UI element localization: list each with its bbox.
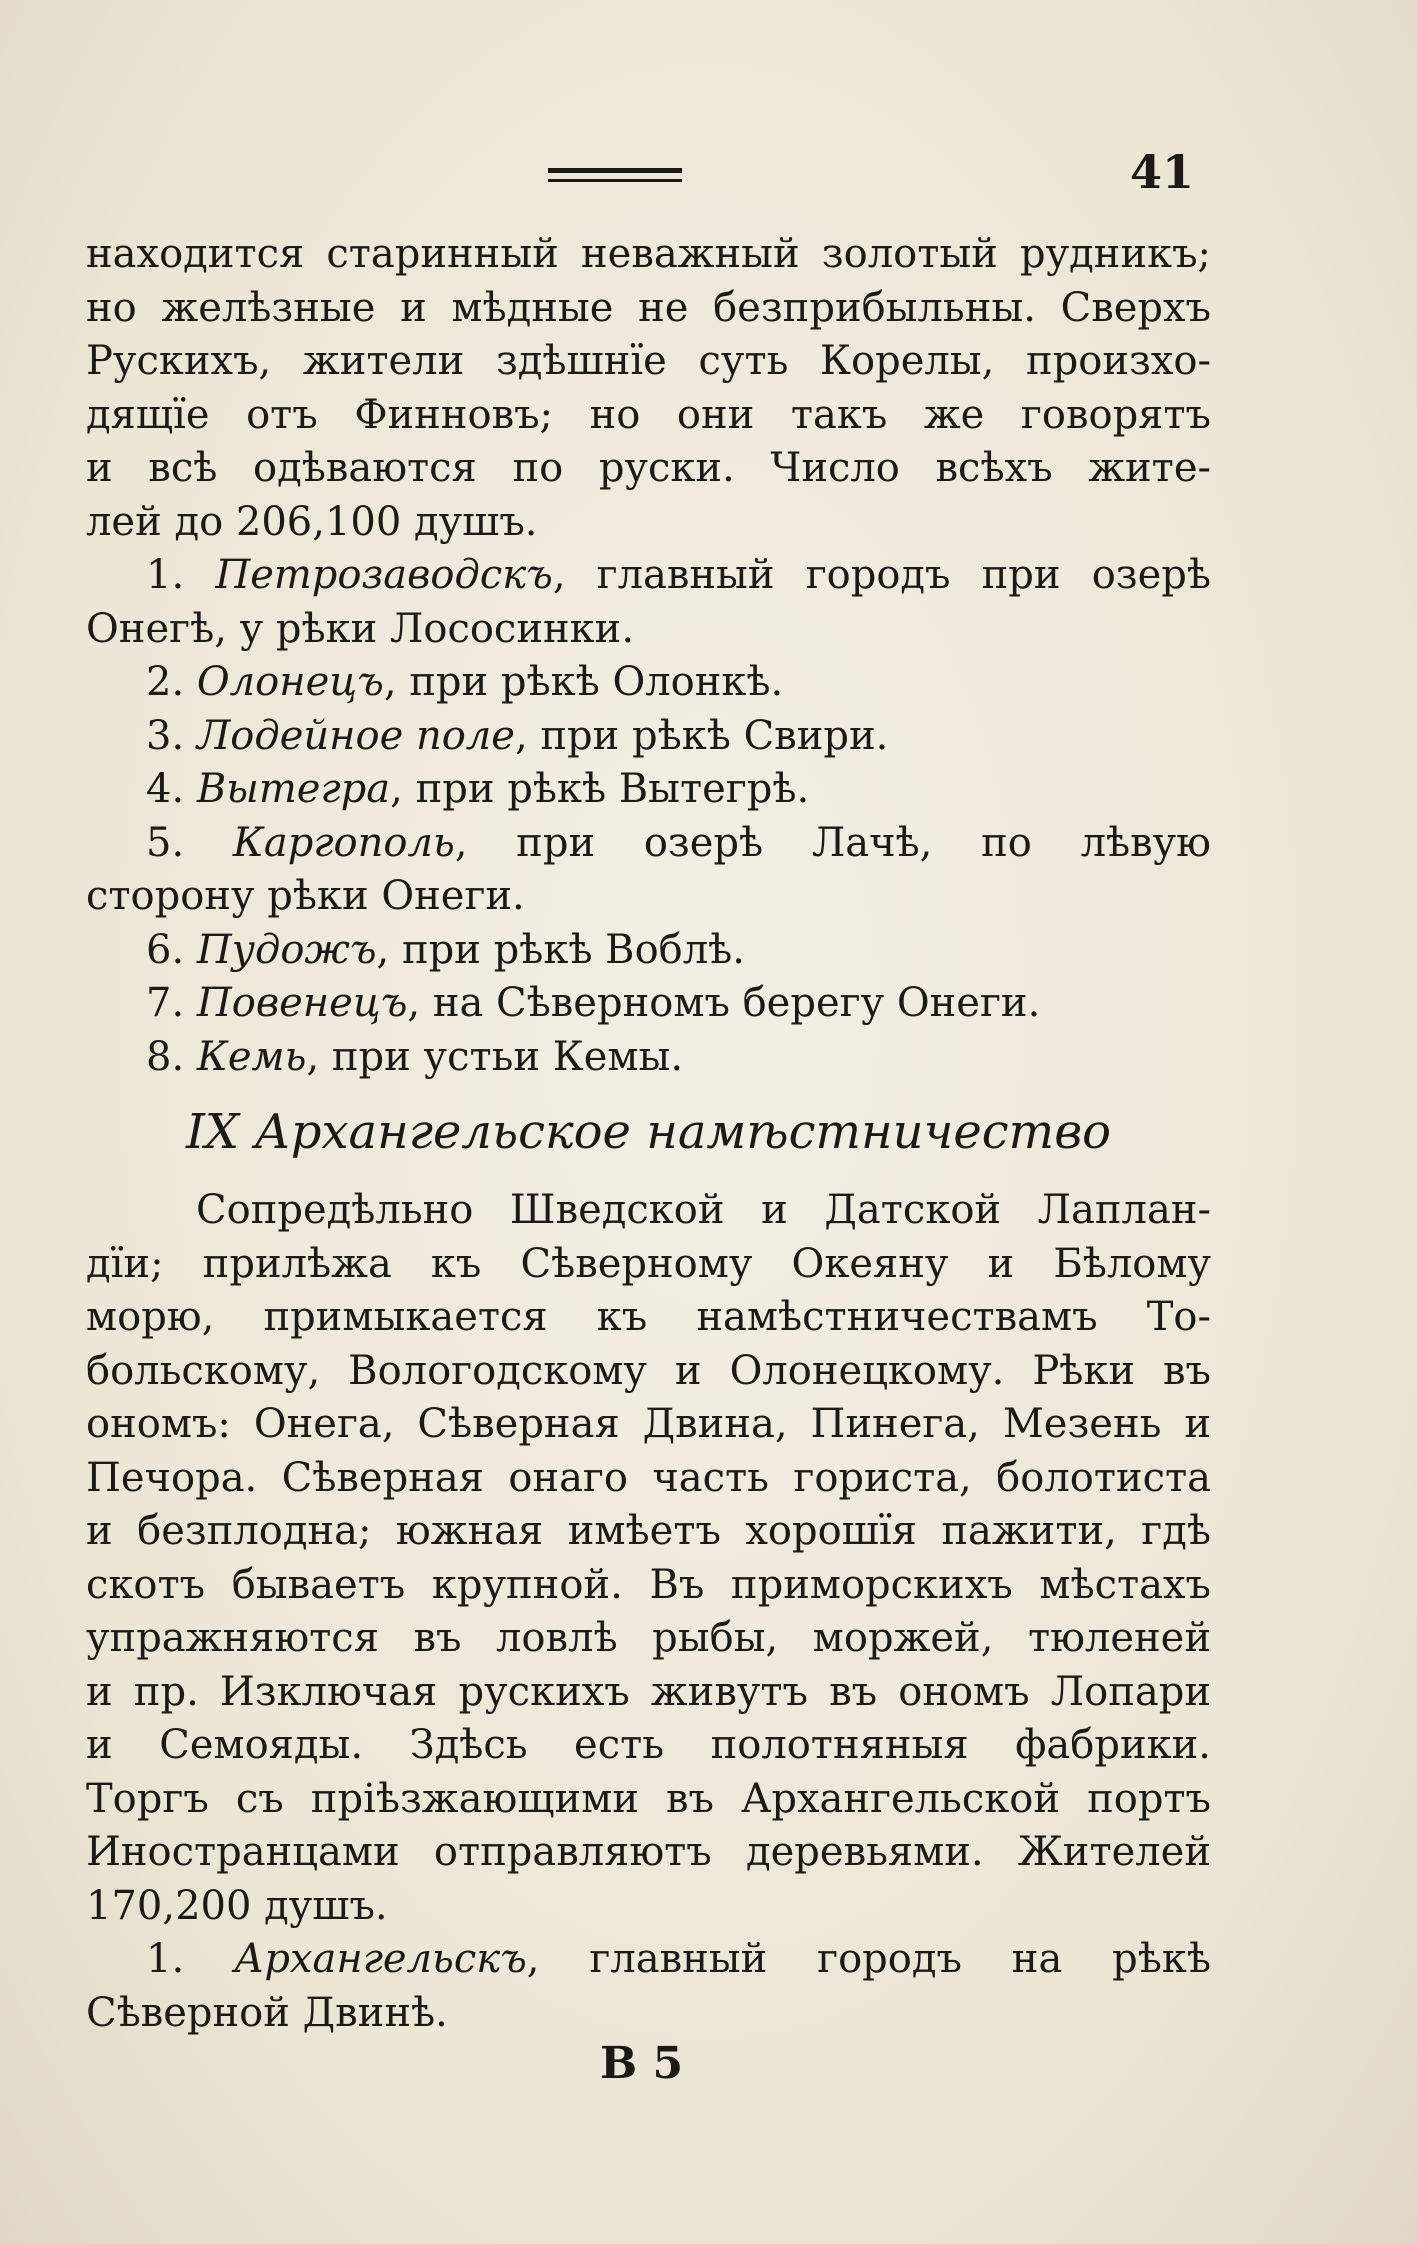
signature-mark: В 5: [600, 2038, 684, 2089]
list-item-continuation: Сѣверной Двинѣ.: [86, 1989, 448, 2036]
list-item-continuation: Онегѣ, у рѣки Лососинки.: [86, 605, 635, 652]
page-number: 41: [1130, 145, 1195, 199]
text-line: и Семояды. Здѣсь есть полотняныя фабрики.: [86, 1722, 1211, 1768]
text-line: но желѣзные и мѣдные не безприбыльны. Сверхъ: [86, 284, 1211, 331]
text-line: и безплодна; южная имѣетъ хорошїя пажити, гдѣ: [86, 1508, 1211, 1554]
text-line: и пр. Изключая рускихъ живутъ въ ономъ Лопари: [86, 1668, 1211, 1715]
text-line: ономъ: Онега, Сѣверная Двина, Пинега, Мезень и: [86, 1401, 1211, 1447]
text-line: дїи; прилѣжа къ Сѣверному Океяну и Бѣлому: [86, 1240, 1211, 1287]
list-item: 4. Вытегра, при рѣкѣ Вытегрѣ.: [146, 766, 810, 812]
text-line: больскому, Вологодскому и Олонецкому. Рѣки въ: [86, 1347, 1211, 1394]
text-line: Торгъ съ прiѣзжающими въ Архангельской портъ: [86, 1775, 1211, 1822]
text-line: Рускихъ, жители здѣшнїе суть Корелы, произхо-: [86, 338, 1211, 384]
text-line: скотъ бываетъ крупной. Въ приморскихъ мѣстахъ: [86, 1561, 1211, 1608]
text-line: и всѣ одѣваются по руски. Число всѣхъ жите-: [86, 445, 1211, 491]
list-item: 6. Пудожъ, при рѣкѣ Воблѣ.: [146, 926, 745, 973]
text-line: Сопредѣльно Шведской и Датской Лаплан-: [196, 1187, 1211, 1233]
section-title: IX Архангельское намѣстничество: [185, 1104, 1112, 1160]
list-item: 5. Каргополь, при озерѣ Лачѣ, по лѣвую: [146, 819, 1212, 866]
list-item: 1. Архангельскъ, главный городъ на рѣкѣ: [146, 1936, 1212, 1982]
list-item-continuation: сторону рѣки Онеги.: [86, 873, 525, 919]
list-item: 7. Повенецъ, на Сѣверномъ берегу Онеги.: [146, 980, 1041, 1026]
text-line: находится старинный неважный золотый рудникъ;: [86, 231, 1211, 277]
list-item: 2. Олонецъ, при рѣкѣ Олонкѣ.: [146, 659, 784, 705]
page-text: [86, 228, 1211, 2040]
header-rule: [548, 168, 682, 182]
text-line: Иностранцами отправляютъ деревьями. Жителей: [86, 1829, 1211, 1875]
list-item: 1. Петрозаводскъ, главный городъ при озерѣ: [146, 552, 1211, 598]
text-line: лей до 206,100 душъ.: [86, 498, 538, 545]
list-item: 8. Кемь, при устьи Кемы.: [146, 1033, 684, 1080]
text-line: дящїе отъ Финновъ; но они такъ же говорятъ: [86, 391, 1211, 438]
text-line: Печора. Сѣверная онаго часть гориста, болотиста: [86, 1454, 1211, 1501]
text-line: упражняются въ ловлѣ рыбы, моржей, тюленей: [86, 1615, 1211, 1661]
text-line: 170,200 душъ.: [86, 1882, 388, 1929]
list-item: 3. Лодейное поле, при рѣкѣ Свири.: [146, 712, 889, 759]
text-line: морю, примыкается къ намѣстничествамъ То-: [86, 1294, 1211, 1340]
